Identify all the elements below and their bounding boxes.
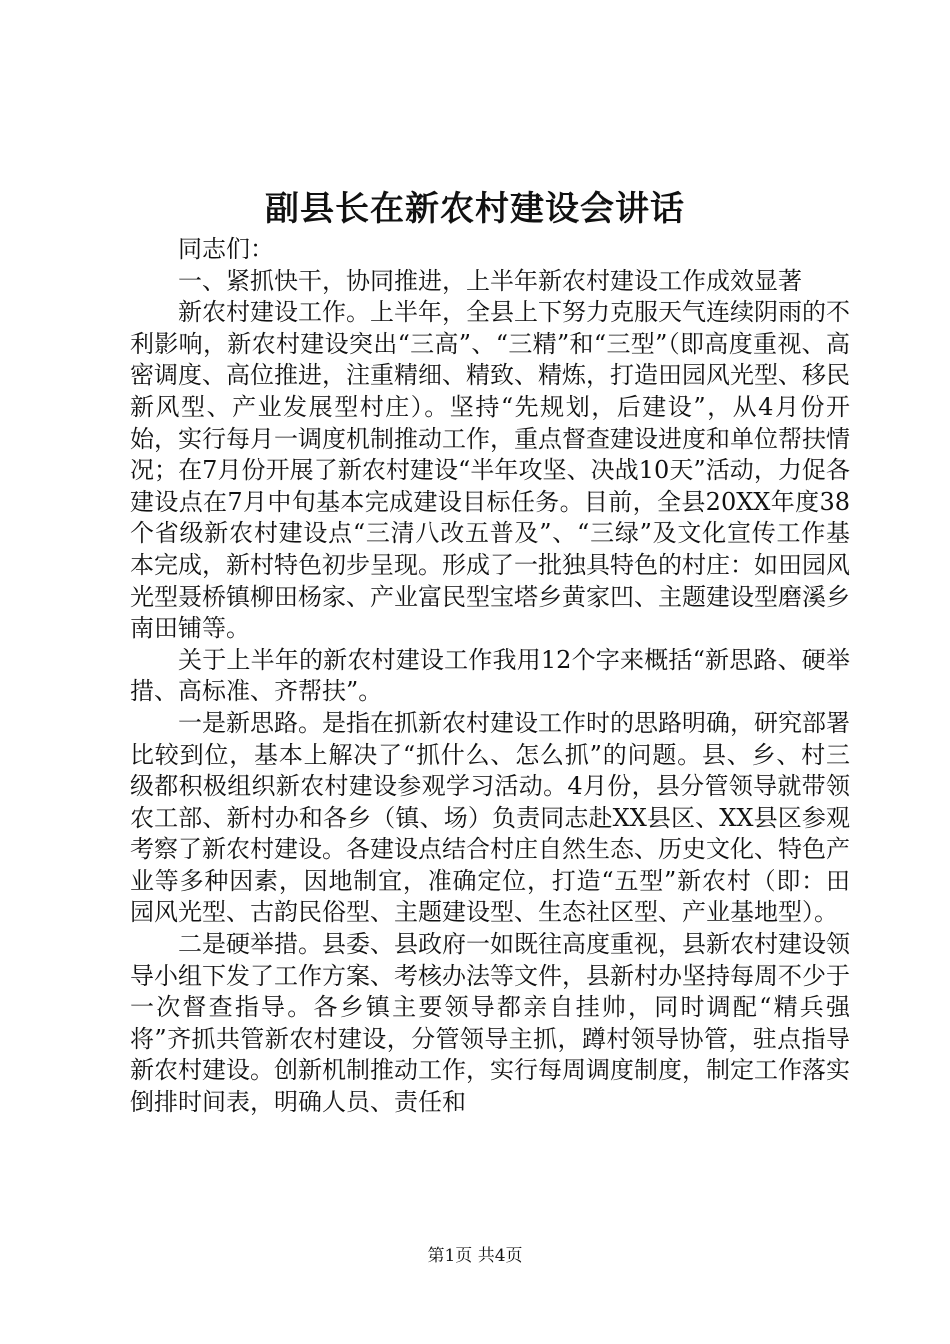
paragraph-summary: 关于上半年的新农村建设工作我用12个字来概括“新思路、硬举措、高标准、齐帮扶”。: [130, 645, 850, 706]
page-number-footer: 第1页 共4页: [427, 1246, 523, 1266]
paragraph-salutation: 同志们：: [178, 235, 274, 263]
paragraph-hard-measures: 二是硬举措。县委、县政府一如既往高度重视，县新农村建设领导小组下发了工作方案、考核办法等文件，县新村办坚持每周不少于一次督查指导。各乡镇主要领导都亲自挂帅，同时调配“精兵强将”齐抓共管新农村建设，分管领导主抓，蹲村领导协管，驻点指导新农村建设。创新机制推动工作，实行每周调度制度，制定工作落实倒排时间表，明确人员、责任和: [130, 930, 850, 1117]
paragraph-overview: 新农村建设工作。上半年，全县上下努力克服天气连续阴雨的不利影响，新农村建设突出“三高”、“三精”和“三型”（即高度重视、高密调度、高位推进，注重精细、精致、精炼，打造田园风光型、移民新风型、产业发展型村庄）。坚持“先规划，后建设”，从4月份开始，实行每月一调度机制推动工作，重点督查建设进度和单位帮扶情况；在7月份开展了新农村建设“半年攻坚、决战10天”活动，力促各建设点在7月中旬基本完成建设目标任务。目前，全县20XX年度38个省级新农村建设点“三清八改五普及”、“三绿”及文化宣传工作基本完成，新村特色初步呈现。形成了一批独具特色的村庄：如田园风光型聂桥镇柳田杨家、产业富民型宝塔乡黄家凹、主题建设型磨溪乡南田铺等。: [130, 298, 850, 643]
document-body: [130, 234, 850, 1119]
paragraph-new-ideas: 一是新思路。是指在抓新农村建设工作时的思路明确，研究部署比较到位，基本上解决了“抓什么、怎么抓”的问题。县、乡、村三级都积极组织新农村建设参观学习活动。4月份，县分管领导就带领农工部、新村办和各乡（镇、场）负责同志赴XX县区、XX县区参观考察了新农村建设。各建设点结合村庄自然生态、历史文化、特色产业等多种因素，因地制宜，准确定位，打造“五型”新农村（即：田园风光型、古韵民俗型、主题建设型、生态社区型、产业基地型）。: [130, 708, 850, 927]
paragraph-section-heading: 一、紧抓快干，协同推进，上半年新农村建设工作成效显著: [178, 266, 802, 295]
document-title: 副县长在新农村建设会讲话: [265, 189, 685, 229]
